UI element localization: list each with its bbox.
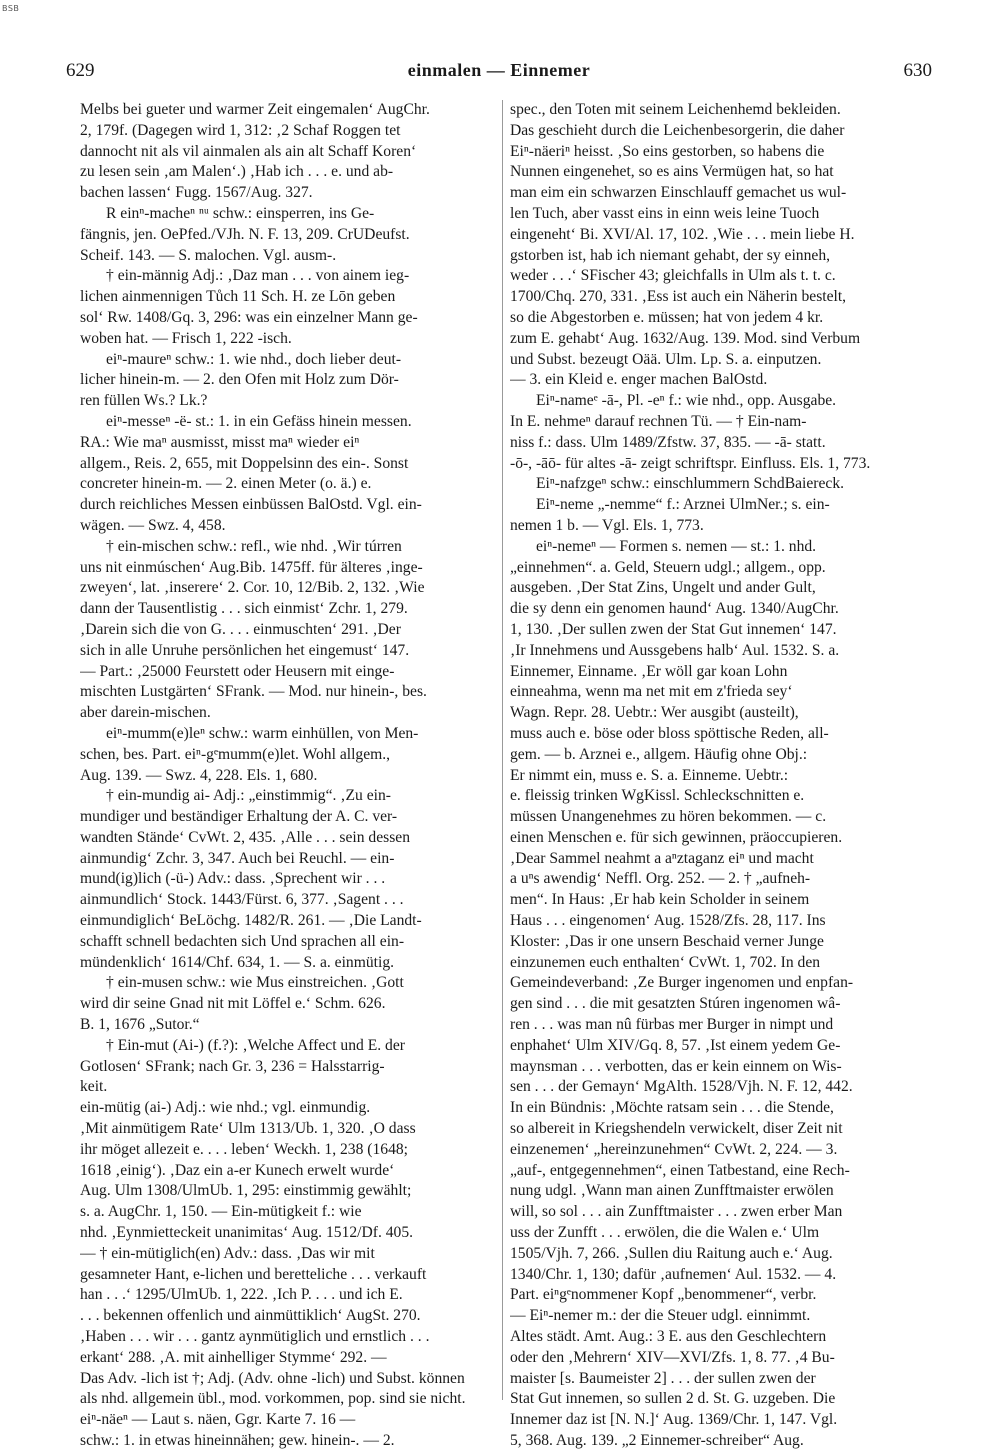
text-line: concreter hinein-m. — 2. einen Meter (o. ä.) e. [80,475,372,493]
text-line: Aug. 139. — Swz. 4, 228. Els. 1, 680. [80,766,318,784]
library-stamp: BSB [2,4,20,13]
text-line: man eim ein schwarzen Einschlauff gemachet us wul- [510,184,847,202]
text-line: eiⁿ-nemeⁿ — Formen s. nemen — st.: 1. nhd. [536,537,817,555]
text-line: nhd. ‚Eynmietteckeit unanimitas‘ Aug. 1512/Df. 405. [80,1224,414,1242]
text-line: gem. — b. Arznei e., allgem. Häufig ohne Obj.: [510,745,808,763]
text-line: — Eiⁿ-nemer m.: der die Steuer udgl. einnimmt. [510,1307,811,1325]
text-line: Part. eiⁿgᵉnommener Kopf „benommener“, verbr. [510,1286,817,1304]
text-line: s. a. AugChr. 1, 150. — Ein-mütigkeit f.: wie [80,1203,362,1221]
text-line: ‚Mit ainmütigem Rate‘ Ulm 1313/Ub. 1, 320. ‚O dass [80,1120,416,1138]
text-line: als nhd. allgemein übl., mod. vorkommen, pop. sind sie nicht. [80,1390,466,1408]
text-line: zum E. gehabt‘ Aug. 1632/Aug. 139. Mod. sind Verbum [510,329,861,347]
text-line: enphahet‘ Ulm XIV/Gq. 8, 57. ‚Ist einem yedem Ge- [510,1036,841,1054]
text-line: zweyen‘, lat. ‚inserere‘ 2. Cor. 10, 12/Bib. 2, 132. ‚Wie [80,579,425,597]
running-head: einmalen — Einnemer [407,60,591,80]
text-line: maynsman . . . verbotten, das er kein einnem on Wis- [510,1057,842,1075]
text-line: -ō-, -āō- für altes -ā- zeigt schriftspr. Einfluss. Els. 1, 773. [510,454,871,472]
text-line: maister [s. Baumeister 2] . . . der sullen zwen der [510,1369,816,1387]
text-line: ‚Dear Sammel neahmt a aⁿztaganz eiⁿ und macht [510,849,814,867]
text-line: ren füllen Ws.? Lk.? [80,392,208,410]
text-line: 5, 368. Aug. 139. „2 Einnemer-schreiber“ Aug. [510,1432,804,1449]
text-line: fängnis, jen. OePfed./VJh. N. F. 13, 209. CrUDeufst. [80,225,410,243]
text-line: durch reichliches Messen einbüssen BalOstd. Vgl. ein- [80,496,422,514]
text-line: nung udgl. ‚Wann man ainen Zunfftmaister erwölen [510,1182,834,1200]
text-line: eiⁿ-näeⁿ — Laut s. näen, Ggr. Karte 7. 16 — [80,1411,356,1429]
text-line: ‚Darein sich die von G. . . . einmuschten‘ 291. ‚Der [80,620,401,638]
text-line: Er nimmt ein, muss e. S. a. Einneme. Uebtr.: [510,766,789,784]
column-divider [502,100,503,1400]
text-line: sol‘ Rw. 1408/Gq. 3, 296: was ein einzelner Mann ge- [80,308,418,326]
page-number-right: 630 [903,60,932,81]
text-line: uns nit einmúschen‘ Aug.Bib. 1475ff. für älteres ‚inge- [80,558,423,576]
text-line: Einnemer, Einname. ‚Er wöll gar koan Lohn [510,662,788,680]
text-line: keit. [80,1078,108,1096]
text-line: allgem., Reis. 2, 655, mit Doppelsinn des ein-. Sonst [80,454,409,472]
text-line: muss auch e. böse oder bloss spöttische Reden, all- [510,724,829,742]
text-line: ein-mütig (ai-) Adj.: wie nhd.; vgl. einmundig. [80,1099,371,1117]
text-line: Melbs bei gueter und warmer Zeit eingemalen‘ AugChr. [80,101,430,118]
text-line: ‚Haben . . . wir . . . gantz aynmütiglich und ernstlich . . . [80,1328,430,1346]
text-line: so albereit in Kriegshendeln verwickelt, diser Zeit nit [510,1120,843,1138]
text-line: einzunemen euch enthalten‘ CvWt. 1, 702. In den [510,953,821,971]
text-line: gstorben ist, hab ich niemant gehabt, der sy einneh, [510,246,831,264]
text-line: Kloster: ‚Das ir one unsern Beschaid verner Junge [510,932,824,950]
text-line: will, so sol . . . ain Zunfftmaister . . . zwen erber Man [510,1203,843,1221]
text-line: eiⁿ-maureⁿ schw.: 1. wie nhd., doch lieber deut- [106,350,402,368]
text-line: einneahma, wenn ma net mit em z'frieda sey‘ [510,683,793,701]
text-line: han . . .‘ 1295/UlmUb. 1, 222. ‚Ich P. . . . und ich E. [80,1286,403,1304]
text-line: oder den ‚Mehrern‘ XIV—XVI/Zfs. 1, 8. 77. ‚4 Bu- [510,1348,835,1366]
text-line: ainmundig‘ Zchr. 3, 347. Auch bei Reuchl. — ein- [80,849,395,867]
left-column [80,100,500,1452]
text-line: Scheif. 143. — S. malochen. Vgl. ausm-. [80,246,337,264]
text-line: die sy denn ein genomen haund‘ Aug. 1340/AugChr. [510,600,839,618]
text-line: In E. nehmeⁿ darauf rechnen Tü. — † Ein-nam- [510,412,807,430]
text-line: † ein-musen schw.: wie Mus einstreichen. ‚Gott [106,974,404,992]
text-line: dann der Tausentlistig . . . sich einmist‘ Zchr. 1, 279. [80,600,408,618]
text-line: R einⁿ-macheⁿ ⁿᵘ schw.: einsperren, ins Ge- [106,204,375,222]
text-line: mischten Lustgärten‘ SFrank. — Mod. nur hinein-, bes. [80,683,427,701]
text-line: e. fleissig trinken WgKissl. Schleckschnitten e. [510,787,805,805]
text-line: 1700/Chq. 270, 331. ‚Ess ist auch ein Näherin bestelt, [510,288,847,306]
text-line: müssen Unangenehmes zu hören bekommen. — c. [510,808,827,826]
text-line: Stat Gut innemen, so sullen 2 d. St. G. uzgeben. Die [510,1390,836,1408]
text-line: lichen ainmennigen Tůch 11 Sch. H. ze Lōn geben [80,288,396,306]
text-line: mündenklich‘ 1614/Chf. 634, 1. — S. a. einmütig. [80,953,395,971]
text-line: 1618 ‚einig‘). ‚Daz ein a-er Kunech erwelt wurde‘ [80,1161,395,1179]
text-line: einen Menschen e. für sich gewinnen, präoccupieren. [510,828,843,846]
page-number-left: 629 [66,60,95,81]
text-line: Aug. Ulm 1308/UlmUb. 1, 295: einstimmig gewählt; [80,1182,412,1200]
text-line: „auf-, entgegennehmen“, einen Tatbestand, eine Rech- [510,1161,850,1179]
text-line: nemen 1 b. — Vgl. Els. 1, 773. [510,516,704,534]
text-line: eingeneht‘ Bi. XVI/Al. 17, 102. ‚Wie . . . mein liebe H. [510,225,855,243]
text-line: niss f.: dass. Ulm 1489/Zfstw. 37, 835. — -ā- statt. [510,433,826,451]
text-line: Innemer daz ist [N. N.]‘ Aug. 1369/Chr. 1, 147. Vgl. [510,1411,838,1429]
text-line: — 3. ein Kleid e. enger machen BalOstd. [510,371,768,389]
text-line: so die Abgestorben e. müssen; hat von jedem 4 kr. [510,308,824,326]
text-line: Haus . . . eingenomen‘ Aug. 1528/Zfs. 28, 117. Ins [510,912,826,930]
text-line: len Tuch, aber vasst eins in einn weis leine Tuoch [510,204,820,222]
text-line: ainmundlich‘ Stock. 1443/Fürst. 6, 377. ‚Sagent . . . [80,891,404,909]
text-line: Eiⁿ-nafzgeⁿ schw.: einschlummern SchdBaiereck. [536,475,845,493]
text-line: Eiⁿ-nameᵉ -ā-, Pl. -eⁿ f.: wie nhd., opp. Ausgabe. [536,392,837,410]
text-line: Gemeindeverband: ‚Ze Burger ingenomen und enpfan- [510,974,854,992]
text-line: einmundiglich‘ BeLöchg. 1482/R. 261. — ‚Die Landt- [80,912,422,930]
text-line: 1340/Chr. 1, 130; dafür ‚aufnemen‘ Aul. 1532. — 4. [510,1265,837,1283]
text-line: † ein-mundig ai- Adj.: „einstimmig“. ‚Zu ein- [106,787,391,805]
text-line: zu lesen sein ‚am Malen‘.) ‚Hab ich . . . e. und ab- [80,163,394,181]
text-line: † Ein-mut (Ai-) (f.?): ‚Welche Affect und E. der [106,1036,405,1054]
text-line: 1, 130. ‚Der sullen zwen der Stat Gut innemen‘ 147. [510,620,837,638]
text-line: RA.: Wie maⁿ ausmisst, misst maⁿ wieder eiⁿ [80,433,360,451]
page-header [66,60,932,84]
text-line: gesamneter Hant, e-lichen und beretteliche . . . verkauft [80,1265,427,1283]
text-line: . . . bekennen offenlich und ainmüttiklich‘ AugSt. 270. [80,1307,421,1325]
text-line: „einnehmen“. a. Geld, Steuern udgl.; allgem., opp. [510,558,826,576]
text-line: eiⁿ-mumm(e)leⁿ schw.: warm einhüllen, von Men- [106,724,419,742]
text-line: Das Adv. -lich ist †; Adj. (Adv. ohne -lich) und Subst. können [80,1369,465,1387]
text-line: weder . . .‘ SFischer 43; gleichfalls in Ulm als t. t. c. [510,267,836,285]
text-line: aber darein-mischen. [80,704,211,722]
text-line: In ein Bündnis: ‚Möchte ratsam sein . . . die Stende, [510,1099,834,1117]
text-line: mundiger und beständiger Erhaltung der A. C. ver- [80,808,398,826]
text-line: mund(ig)lich (-ü-) Adv.: dass. ‚Sprechent wir . . . [80,870,386,888]
text-line: bachen lassen‘ Fugg. 1567/Aug. 327. [80,184,313,202]
text-line: wird dir seine Gnad nit mit Löffel e.‘ Schm. 626. [80,995,386,1013]
text-line: † ein-mischen schw.: refl., wie nhd. ‚Wir túrren [106,537,402,555]
text-line: schw.: 1. in etwas hineinnähen; gew. hinein-. — 2. [80,1432,395,1449]
text-line: ren . . . was man nû fürbas mer Burger in nimpt und [510,1016,834,1034]
text-line: ‚Ir Innehmens und Aussgebens halb‘ Aul. 1532. S. a. [510,641,840,659]
text-line: eiⁿ-messeⁿ -ë- st.: 1. in ein Gefäss hinein messen. [106,412,412,430]
text-line: Nunnen eingenehet, so es ains Vermügen hat, so hat [510,163,834,181]
right-column [510,100,930,1452]
text-line: woben hat. — Frisch 1, 222 -isch. [80,329,292,347]
text-line: Altes städt. Amt. Aug.: 3 E. aus den Geschlechtern [510,1328,827,1346]
text-line: erkant‘ 288. ‚A. mit ainhelliger Stymme‘ 292. — [80,1348,387,1366]
text-line: spec., den Toten mit seinem Leichenhemd bekleiden. [510,101,841,118]
text-line: 2, 179f. (Dagegen wird 1, 312: ‚2 Schaf Roggen tet [80,121,401,139]
text-line: wandten Stände‘ CvWt. 2, 435. ‚Alle . . . sein dessen [80,828,411,846]
text-line: men“. In Haus: ‚Er hab kein Scholder in seinem [510,891,810,909]
text-line: licher hinein-m. — 2. den Ofen mit Holz zum Dör- [80,371,399,389]
text-line: Eiⁿ-neme „-nemme“ f.: Arznei UlmNer.; s. ein- [536,496,830,514]
text-line: Gotlosen‘ SFrank; nach Gr. 3, 236 = Halsstarrig- [80,1057,385,1075]
text-line: Das geschieht durch die Leichenbesorgerin, die daher [510,121,845,139]
text-line: einzenemen‘ „hereinzunehmen“ CvWt. 2, 224. — 3. [510,1140,838,1158]
text-line: — Part.: ‚25000 Feurstett oder Heusern mit einge- [80,662,395,680]
text-line: B. 1, 1676 „Sutor.“ [80,1016,200,1034]
text-line: wägen. — Swz. 4, 458. [80,516,226,534]
text-line: Eiⁿ-näeriⁿ heisst. ‚So eins gestorben, so habens die [510,142,825,160]
text-line: 1505/Vjh. 7, 266. ‚Sullen diu Raitung auch e.‘ Aug. [510,1244,833,1262]
text-line: a uⁿs awendig‘ Neffl. Org. 252. — 2. † „aufneh- [510,870,811,888]
text-line: sen . . . der Gemayn‘ MgAlth. 1528/Vjh. N. F. 12, 442. [510,1078,853,1096]
text-line: — † ein-mütiglich(en) Adv.: dass. ‚Das wir mit [80,1244,375,1262]
text-line: sich in alle Unruhe persönlichen het eingemust‘ 147. [80,641,410,659]
text-line: † ein-männig Adj.: ‚Daz man . . . von ainem ieg- [106,267,410,285]
text-line: und Subst. bezeugt Oää. Ulm. Lp. S. a. einputzen. [510,350,822,368]
text-line: gen sind . . . die mit gesatzten Stúren ingenomen wâ- [510,995,841,1013]
text-line: schen, bes. Part. eiⁿ-gᵉmumm(e)let. Wohl allgem., [80,745,391,763]
text-line: dannocht nit als vil ainmalen als ain alt Schaff Koren‘ [80,142,417,160]
text-line: uss der Zunfft . . . erwölen, die die Walen e.‘ Ulm [510,1224,820,1242]
text-line: schafft schnell bedachten sich Und sprachen all ein- [80,932,405,950]
text-line: ihr möget allezeit e. . . . leben‘ Weckh. 1, 238 (1648; [80,1140,408,1158]
text-line: Wagn. Repr. 28. Uebtr.: Wer ausgibt (austeilt), [510,704,799,722]
text-line: ausgeben. ‚Der Stat Zins, Ungelt und ander Gult, [510,579,816,597]
